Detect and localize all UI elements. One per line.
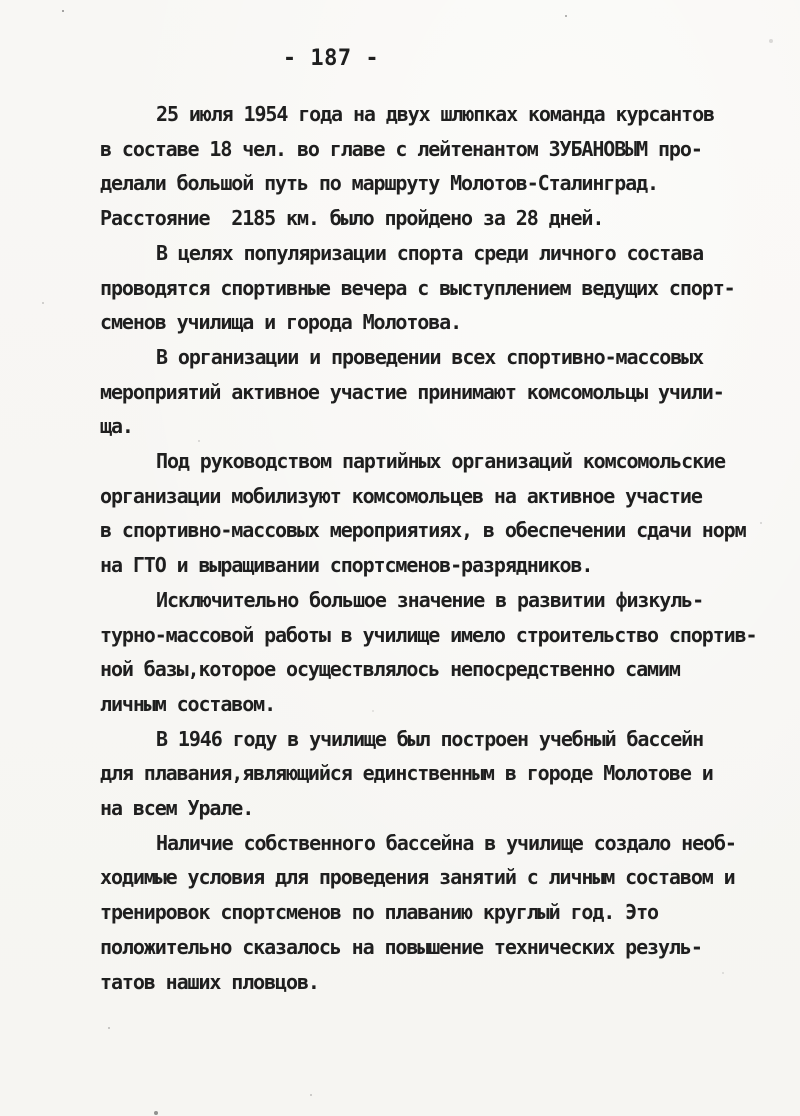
text-line: турно-массовой работы в училище имело строительство спортив- xyxy=(100,622,757,647)
text-line: на всем Урале. xyxy=(100,796,254,821)
text-line: в составе 18 чел. во главе с лейтенантом ЗУБАНОВЫМ про- xyxy=(100,136,702,161)
text-line: В целях популяризации спорта среди личного состава xyxy=(156,240,704,265)
text-line: ща. xyxy=(100,414,133,439)
text-line: личным составом. xyxy=(100,691,276,716)
paragraph xyxy=(100,236,790,340)
text-line: сменов училища и города Молотова. xyxy=(100,310,462,335)
text-line: на ГТО и выращивании спортсменов-разрядников. xyxy=(100,553,593,578)
text-line: мероприятий активное участие принимают комсомольцы учили- xyxy=(100,379,724,404)
page-number: - 187 - xyxy=(282,46,380,71)
paragraph xyxy=(100,97,790,236)
text-line: положительно сказалось на повышение технических резуль- xyxy=(100,934,702,959)
text-line: В 1946 году в училище был построен учебный бассейн xyxy=(156,726,704,751)
text-line: ходимые условия для проведения занятий с личным составом и xyxy=(100,865,735,890)
text-line: для плавания,являющийся единственным в городе Молотове и xyxy=(100,761,713,786)
paragraph xyxy=(100,583,790,722)
paragraph xyxy=(100,340,790,444)
text-line: 25 июля 1954 года на двух шлюпках команда курсантов xyxy=(156,102,714,126)
paragraph xyxy=(100,444,790,583)
text-line: В организации и проведении всех спортивно-массовых xyxy=(156,344,704,369)
document-body xyxy=(100,97,790,999)
text-line: Исключительно большое значение в развитии физкуль- xyxy=(156,587,704,612)
text-line: Наличие собственного бассейна в училище создало необ- xyxy=(156,830,736,855)
paragraph xyxy=(100,722,790,826)
paragraph xyxy=(100,826,790,1000)
text-line: организации мобилизуют комсомольцев на активное участие xyxy=(100,483,702,508)
text-line: делали большой путь по маршруту Молотов-Сталинград. xyxy=(100,171,658,196)
text-line: татов наших пловцов. xyxy=(100,969,319,994)
text-line: проводятся спортивные вечера с выступлением ведущих спорт- xyxy=(100,275,735,300)
text-line: Расстояние 2185 км. было пройдено за 28 дней. xyxy=(100,206,604,231)
text-line: Под руководством партийных организаций комсомольские xyxy=(156,449,725,474)
text-line: ной базы,которое осуществлялось непосредственно самим xyxy=(100,657,680,682)
text-line: в спортивно-массовых мероприятиях, в обеспечении сдачи норм xyxy=(100,518,746,543)
text-line: тренировок спортсменов по плаванию круглый год. Это xyxy=(100,900,658,925)
